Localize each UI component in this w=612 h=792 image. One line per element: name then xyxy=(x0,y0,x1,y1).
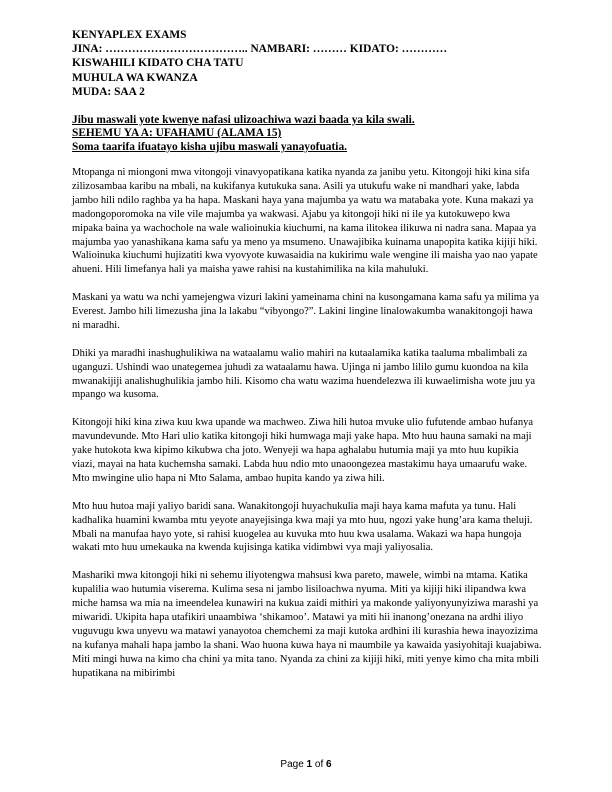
passage-paragraph-1: Mtopanga ni miongoni mwa vitongoji vinavyopatikana katika nyanda za janibu yetu. Kitongoji hiki kina sifa zilizosambaa karibu na mbali, na kukifanya kutukuka sana. Asili ya utukufu wake ni mandhari yake, labda jambo hili ndilo raghba ya ha hapa. Maskani haya yana majumba ya watu wa matabaka yote. Kuna makazi ya madongoporomoka na vile vile majumba ya wakwasi. Ajabu ya kitongoji hiki ni ile ya kutokuwepo kwa mipaka baina ya wachochole na wale walioinukia kiuchumi, na kama ilitokea ilikuwa ni nadra sana. Mapaa ya majumba yao yanashikana kama safu ya meno ya msumeno. Unawajibika kuinama unapopita katika kijiji hiki. Walioinuka kiuchumi hujizatiti kwa vyovyote kuwasaidia na kukirimu wale wengine ili maisha yao nao yapate ahueni. Hili limefanya hali ya maisha yawe rahisi na kustahimilika na kila mahuluki. xyxy=(72,167,538,276)
passage-paragraph-5: Mto huu hutoa maji yaliyo baridi sana. Wanakitongoji huyachukulia maji haya kama mafuta ya tunu. Hali kadhalika huamini kwamba mtu yeyote anayejisinga kwa maji ya mto huu, ngozi yake hung’ara kama theluji. Mbali na manufaa hayo yote, si rahisi kuogelea au kuvuka mto huu kwa usalama. Wakazi wa hapa hungoja wakati mto huu umekauka na kwenda kujisinga katika vidimbwi vya maji yaliyosalia. xyxy=(72,500,533,554)
passage-paragraph-2: Maskani ya watu wa nchi yamejengwa vizuri lakini yameinama chini na kusongamana kama safu ya milima ya Everest. Jambo hili limezusha jina la lakabu “vibyongo?”. Lakini lingine linalowakumba wanakitongoji hawa ni maradhi. xyxy=(72,292,540,331)
subject-title: KISWAHILI KIDATO CHA TATU xyxy=(72,57,244,70)
instruction-general: Jibu maswali yote kwenye nafasi ulizoachiwa wazi baada ya kila swali. xyxy=(72,114,415,126)
page-of: of xyxy=(312,759,327,770)
passage-paragraph-4: Kitongoji hiki kina ziwa kuu kwa upande wa machweo. Ziwa hili hutoa mvuke ulio fufutende ambao hufanya mavundevunde. Mto Hari ulio katika kitongoji hiki humwaga maji yake hapa. Mto huu hauna samaki na maji yake hutokota kwa kipimo kikubwa cha joto. Wenyeji wa hapa aghalabu hutumia maji ya mto huu kupikia viazi, mayai na hata kuchemsha samaki. Labda huu ndio mto unaoongezea mastakimu haya umaarufu wake. Mto mwingine ulio hapa ni Mto Salama, ambao hupita kando ya ziwa hili. xyxy=(72,417,534,484)
section-title: SEHEMU YA A: UFAHAMU (ALAMA 15) xyxy=(72,127,282,140)
student-fields-line: JINA: ……………………………….. NAMBARI: ……… KIDATO: ………… xyxy=(72,43,448,56)
instructions xyxy=(72,114,552,154)
duration: MUDA: SAA 2 xyxy=(72,85,145,98)
passage xyxy=(72,166,542,694)
exam-header xyxy=(72,28,552,99)
page-current: 1 xyxy=(306,759,313,770)
org-name: KENYAPLEX EXAMS xyxy=(72,29,187,41)
instruction-read: Soma taarifa ifuatayo kisha ujibu maswali yanayofuatia. xyxy=(72,140,347,153)
passage-paragraph-3: Dhiki ya maradhi inashughulikiwa na wataalamu walio mahiri na kutaalamika katika taaluma mbalimbali za uganguzi. Ushindi wao unategemea juhudi za wataalamu hawa. Ujinga ni jambo lililo gumu kuondoa na kila mwanakijiji analishughulikia jambo hili. Kisomo cha watu wazima huendelezwa ili kuwaelimisha wote juu ya mpango wa kusoma. xyxy=(72,347,536,401)
passage-paragraph-6: Mashariki mwa kitongoji hiki ni sehemu iliyotengwa mahsusi kwa pareto, mawele, wimbi na mtama. Katika kupalilia wao hutumia viserema. Kulima sesa ni jambo lisiloachwa nyuma. Miti ya kijiji hiki ilipandwa kwa miche hamsa wa mia na imeendelea kunawiri na kukua zaidi mithiri ya makonde yaliyonyunyiziwa marashi ya miwaridi. Ukipita hapa utafikiri unaambiwa ‘shikamoo’. Matawi ya miti hii inanong’onezana na ardhi iliyo vuguvugu kwa unyevu wa matawi yanayotoa chemchemi za maji kutoka ardhini ili kurashia hewa inayozizima na kufanya mahali hapa jambo la shani. Wao huona kuwa haya ni maumbile ya kawaida yasiyohitaji kuajabiwa. Miti mingi huwa na kimo cha chini ya mita tano. Nyanda za chini za kijiji hiki, miti yenye kimo cha mita mbili hupatikana na mibirimbi xyxy=(72,570,542,679)
page-footer xyxy=(0,759,612,770)
page-total: 6 xyxy=(326,759,332,770)
term-title: MUHULA WA KWANZA xyxy=(72,71,198,84)
page-prefix: Page xyxy=(280,759,307,770)
